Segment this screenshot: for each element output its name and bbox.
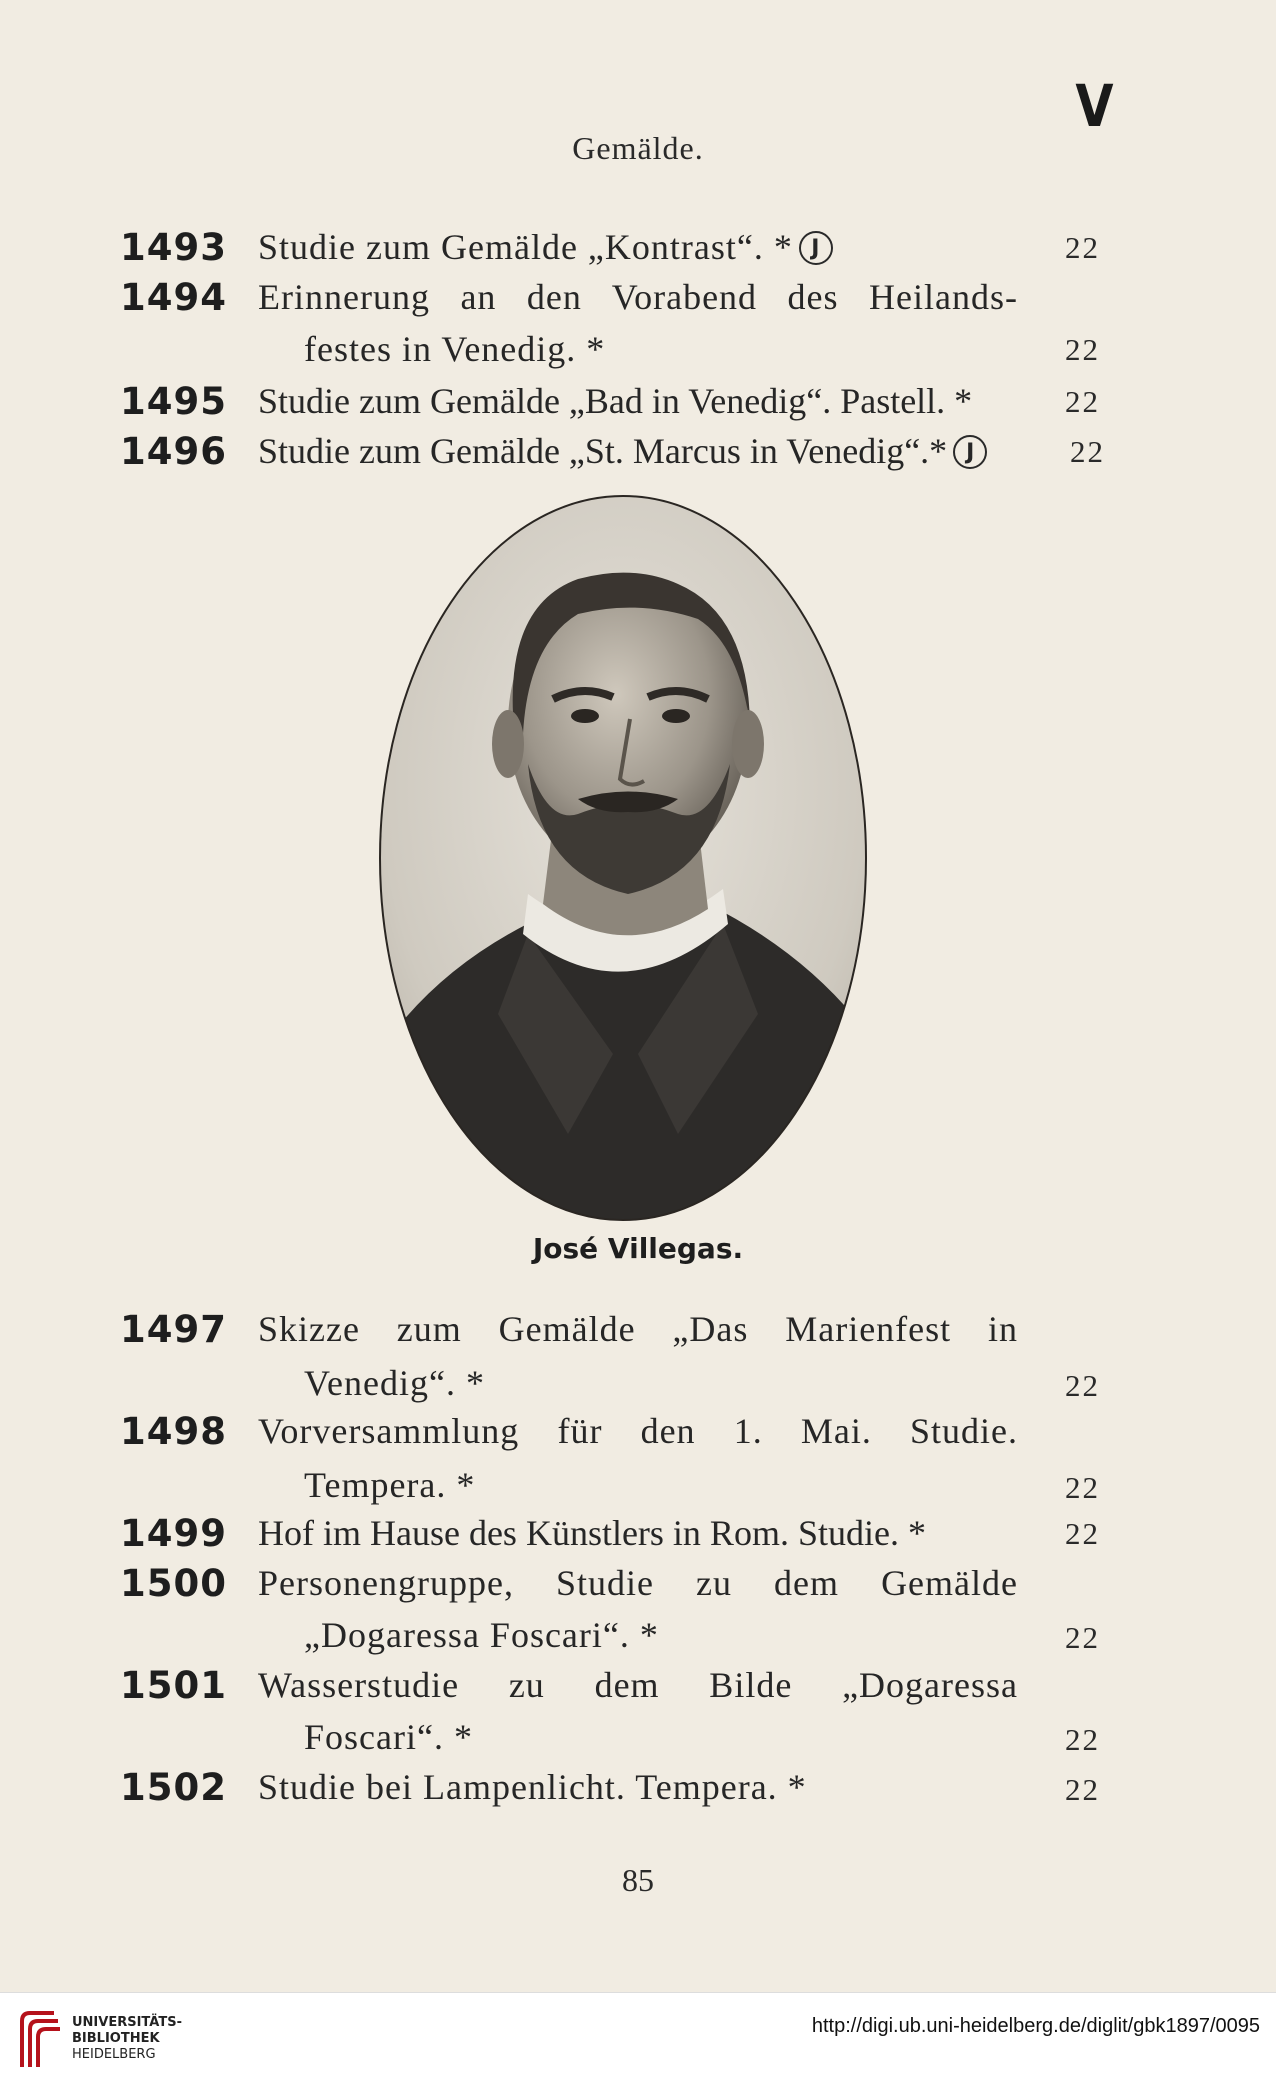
entry-price: 22 xyxy=(1065,1368,1100,1403)
entry-title-continuation: „Dogaressa Foscari“. * xyxy=(304,1615,659,1655)
entry-title: Studie zum Gemälde „Kontrast“. * J xyxy=(258,226,1018,268)
entry-title: Studie zum Gemälde „St. Marcus in Venedig“.* J xyxy=(258,430,1018,472)
entry-price: 22 xyxy=(1065,1620,1100,1655)
entry-number: 1497 xyxy=(120,1308,227,1351)
entry-title: Hof im Hause des Künstlers in Rom. Studie. * xyxy=(258,1513,926,1553)
portrait-photo xyxy=(378,494,868,1222)
entry-price: 22 xyxy=(1065,1722,1100,1757)
entry-title-continuation: Tempera. * xyxy=(304,1465,476,1505)
entry-title-continuation: Foscari“. * xyxy=(304,1717,473,1757)
entry-title: Skizze zum Gemälde „Das Marienfest in xyxy=(258,1309,1018,1349)
entry-number: 1501 xyxy=(120,1664,227,1707)
entry-number: 1502 xyxy=(120,1766,227,1809)
entry-number: 1499 xyxy=(120,1512,227,1555)
entry-number: 1494 xyxy=(120,276,227,319)
entry-price: 22 xyxy=(1065,384,1100,419)
corner-mark: V xyxy=(1075,72,1114,140)
entry-title: Studie bei Lampenlicht. Tempera. * xyxy=(258,1767,807,1807)
entry-price: 22 xyxy=(1065,1772,1100,1807)
entry-price: 22 xyxy=(1070,434,1105,469)
entry-title: Erinnerung an den Vorabend des Heilands- xyxy=(258,277,1018,317)
entry-title-continuation: Venedig“. * xyxy=(304,1363,485,1403)
entry-title-continuation: festes in Venedig. * xyxy=(304,329,606,369)
entry-price: 22 xyxy=(1065,332,1100,367)
entry-number: 1493 xyxy=(120,226,227,269)
j-symbol-icon: J xyxy=(799,231,833,265)
entry-price: 22 xyxy=(1065,1470,1100,1505)
footer-bar xyxy=(0,1992,1276,2087)
entry-title: Vorversammlung für den 1. Mai. Studie. xyxy=(258,1411,1018,1451)
entry-number: 1496 xyxy=(120,430,227,473)
entry-price: 22 xyxy=(1065,230,1100,265)
institution-name: UNIVERSITÄTS- BIBLIOTHEK HEIDELBERG xyxy=(72,2015,182,2062)
source-url-link[interactable]: http://digi.ub.uni-heidelberg.de/diglit/gbk1897/0095 xyxy=(811,2015,1260,2037)
entry-number: 1498 xyxy=(120,1410,227,1453)
entry-price: 22 xyxy=(1065,1516,1100,1551)
portrait-caption: José Villegas. xyxy=(532,1232,744,1265)
section-title: Gemälde. xyxy=(572,130,704,166)
j-symbol-icon: J xyxy=(953,435,987,469)
page-number: 85 xyxy=(622,1862,654,1898)
entry-number: 1500 xyxy=(120,1562,227,1605)
entry-number: 1495 xyxy=(120,380,227,423)
entry-title: Studie zum Gemälde „Bad in Venedig“. Pastell. * xyxy=(258,381,973,421)
entry-title: Personengruppe, Studie zu dem Gemälde xyxy=(258,1563,1018,1603)
library-logo-icon xyxy=(14,2009,64,2069)
entry-title: Wasserstudie zu dem Bilde „Dogaressa xyxy=(258,1665,1018,1705)
